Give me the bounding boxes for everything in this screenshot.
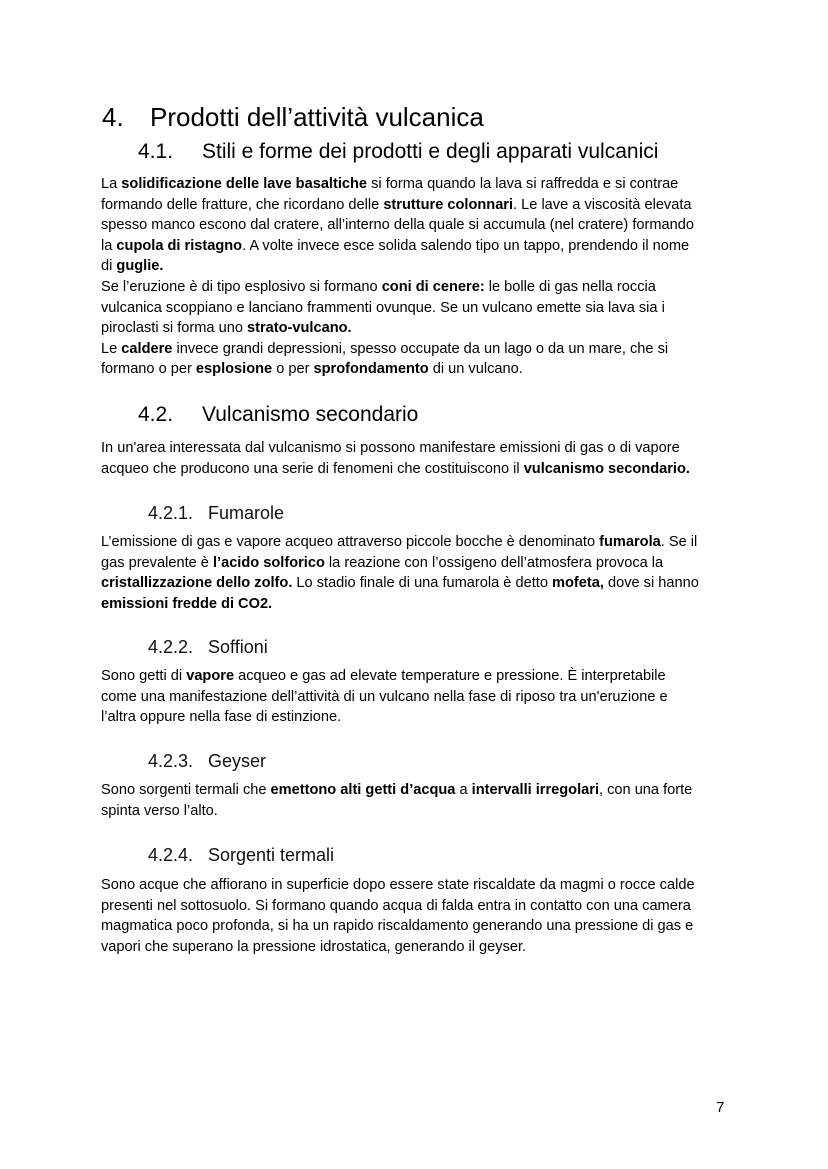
subsection-number: 4.1. — [138, 140, 174, 163]
section-title: Prodotti dell’attività vulcanica — [150, 102, 484, 132]
text-line: magmatica poco profonda, si ha un rapido riscaldamento generando una pressione di gas e — [101, 918, 694, 935]
text-line: Se l’eruzione è di tipo esplosivo si formano coni di cenere: le bolle di gas nella roccia — [101, 278, 656, 295]
text-line: presenti nel sottosuolo. Si formano quando acqua di falda entra in contatto con una camera — [101, 897, 691, 914]
paragraph-secondary-volcanism — [101, 438, 741, 479]
text-line: acqueo che producono una serie di fenomeni che costituiscono il vulcanismo secondario. — [101, 460, 690, 477]
subsubsection-title: Fumarole — [208, 503, 285, 523]
text-line: vulcanica scoppiano e lanciano frammenti ovunque. Se un vulcano emette sia lava sia i — [101, 299, 665, 316]
text-line: cristallizzazione dello zolfo. Lo stadio finale di una fumarola è detto mofeta, dove si hanno — [101, 575, 699, 592]
subsubsection-title: Sorgenti termali — [208, 845, 335, 865]
section-number: 4. — [102, 102, 124, 132]
text-line: spinta verso l’alto. — [101, 802, 218, 819]
subsubsection-number: 4.2.4. — [148, 845, 194, 865]
text-line: la cupola di ristagno. A volte invece esce solida salendo tipo un tappo, prendendo il nome — [101, 237, 690, 254]
subsection-title: Vulcanismo secondario — [202, 403, 419, 426]
subsubsection-number: 4.2.1. — [148, 503, 194, 523]
paragraph-basaltic-lavas — [101, 174, 741, 380]
subsubsection-heading-soffioni — [148, 634, 268, 660]
subsection-title: Stili e forme dei prodotti e degli apparati vulcanici — [202, 140, 659, 163]
text-line: Sono acque che affiorano in superficie dopo essere state riscaldate da magmi o rocce calde — [101, 877, 695, 893]
paragraph-geyser — [101, 780, 741, 821]
page-number: 7 — [716, 1099, 725, 1116]
subsubsection-title: Geyser — [208, 751, 267, 771]
text-line: In un'area interessata dal vulcanismo si possono manifestare emissioni di gas o di vapore — [101, 440, 680, 456]
text-line: spesso manco escono dal cratere, all’interno della quale si accumula (nel cratere) formando — [101, 217, 694, 234]
text-line: piroclasti si forma uno strato-vulcano. — [101, 320, 352, 337]
subsubsection-number: 4.2.2. — [148, 637, 194, 657]
text-line: formano o per esplosione o per sprofondamento di un vulcano. — [101, 361, 523, 378]
text-line: emissioni fredde di CO2. — [101, 595, 273, 612]
text-line: Sono getti di vapore acqueo e gas ad elevate temperature e pressione. È interpretabile — [101, 668, 666, 684]
paragraph-fumarole — [101, 532, 741, 614]
text-line: gas prevalente è l’acido solforico la reazione con l’ossigeno dell’atmosfera provoca la — [101, 554, 664, 571]
subsection-heading-4-2 — [138, 400, 418, 430]
subsection-heading-4-1 — [138, 137, 658, 167]
text-line: di guglie. — [101, 258, 164, 275]
text-line: formando delle fratture, che ricordano delle strutture colonnari. Le lave a viscosità elevata — [101, 196, 692, 213]
subsection-number: 4.2. — [138, 403, 174, 426]
text-line: l’altra oppure nella fase di estinzione. — [101, 709, 342, 726]
subsubsection-number: 4.2.3. — [148, 751, 194, 771]
section-heading-4 — [102, 98, 484, 136]
text-line: Le caldere invece grandi depressioni, spesso occupate da un lago o da un mare, che si — [101, 340, 669, 357]
text-line: vapori che superano la pressione idrostatica, generando il geyser. — [101, 938, 527, 955]
subsubsection-heading-sorgenti-termali — [148, 842, 334, 868]
paragraph-sorgenti-termali — [101, 875, 741, 957]
text-line: Sono sorgenti termali che emettono alti getti d’acqua a intervalli irregolari, con una forte — [101, 782, 693, 798]
text-line: La solidificazione delle lave basaltiche si forma quando la lava si raffredda e si contrae — [101, 176, 679, 192]
subsubsection-title: Soffioni — [208, 637, 268, 657]
text-line: L’emissione di gas e vapore acqueo attraverso piccole bocche è denominato fumarola. Se il — [101, 534, 698, 550]
text-line: come una manifestazione dell’attività di un vulcano nella fase di riposo tra un'eruzione e — [101, 688, 668, 705]
subsubsection-heading-geyser — [148, 748, 266, 774]
subsubsection-heading-fumarole — [148, 500, 284, 526]
paragraph-soffioni — [101, 666, 741, 728]
